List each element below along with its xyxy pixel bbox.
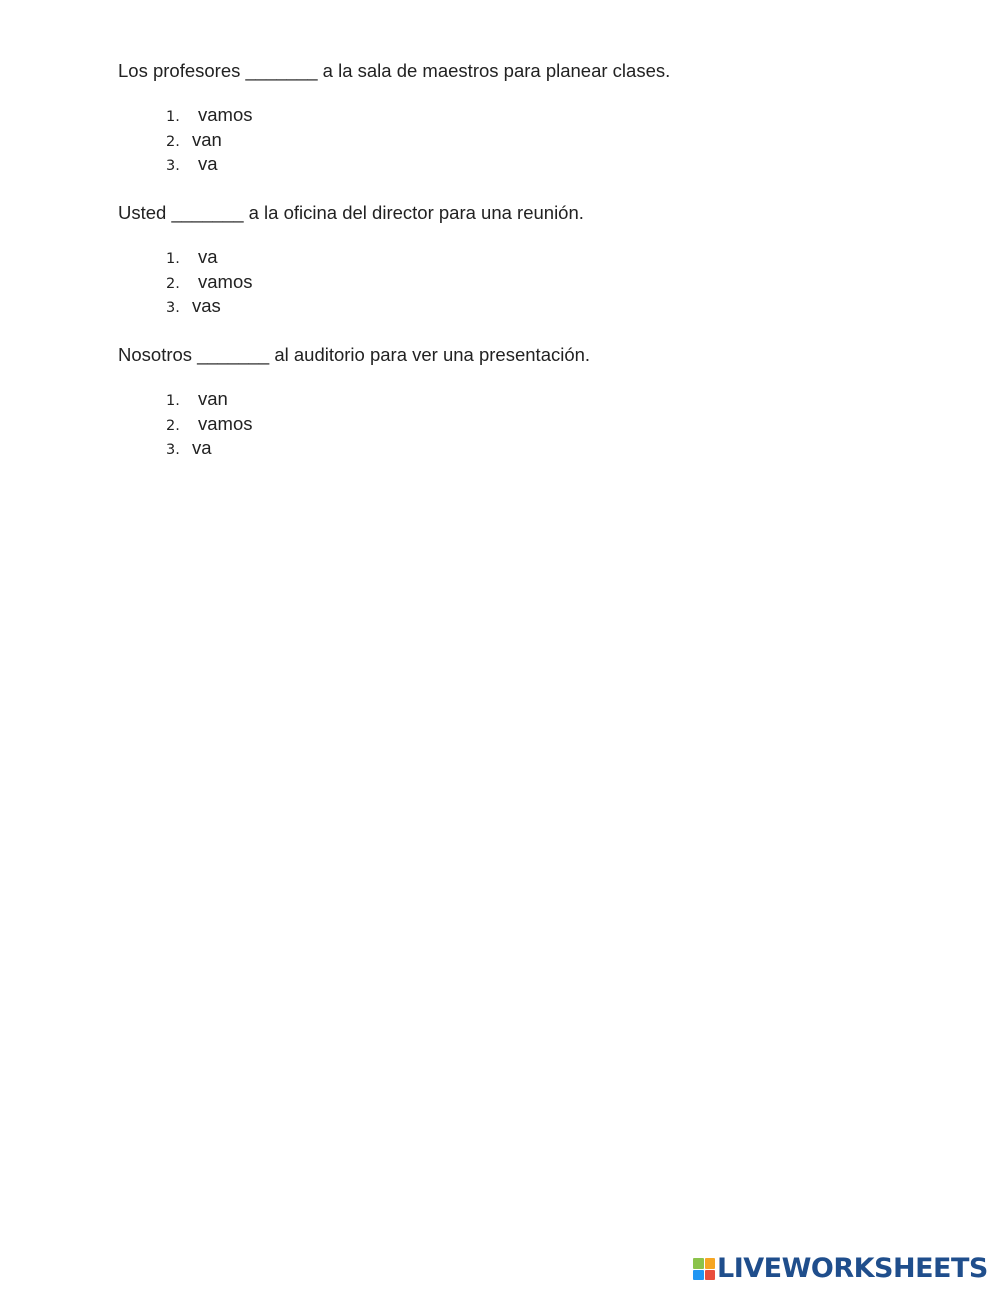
option-number: 3.	[166, 158, 180, 175]
option-number: 1.	[166, 251, 180, 267]
question-1-options	[166, 103, 253, 177]
question-2-text: Usted _______ a la oficina del director para una reunión.	[118, 202, 584, 223]
question-1-text: Los profesores _______ a la sala de maestros para planear clases.	[118, 60, 671, 81]
option-number: 1.	[166, 393, 180, 409]
option-number: 3.	[166, 442, 180, 459]
option-number: 3.	[166, 300, 180, 317]
logo-text: LIVEWORKSHEETS	[717, 1253, 988, 1284]
question-3-text: Nosotros _______ al auditorio para ver una presentación.	[118, 344, 591, 365]
question-3-option-2[interactable]	[166, 412, 253, 437]
option-label: va	[198, 246, 218, 267]
option-label: vamos	[198, 270, 253, 292]
logo-mark-green-icon	[693, 1258, 704, 1269]
question-3-option-3[interactable]	[166, 436, 253, 461]
option-label: vamos	[198, 412, 253, 434]
logo-mark-red-icon	[705, 1270, 716, 1281]
liveworksheets-logo	[693, 1255, 988, 1283]
option-label: vamos	[198, 104, 253, 125]
option-label: vas	[192, 295, 221, 317]
question-3-option-1[interactable]	[166, 387, 253, 412]
option-label: van	[192, 128, 222, 150]
question-1-option-1[interactable]	[166, 103, 253, 128]
question-2-option-3[interactable]	[166, 294, 253, 319]
logo-mark-blue-icon	[693, 1270, 704, 1281]
option-number: 2.	[166, 133, 180, 150]
option-number: 2.	[166, 417, 180, 434]
option-number: 1.	[166, 109, 180, 125]
question-1-option-2[interactable]	[166, 128, 253, 153]
option-number: 2.	[166, 275, 180, 292]
question-2-options	[166, 245, 253, 319]
question-2-option-1[interactable]	[166, 245, 253, 270]
question-2-option-2[interactable]	[166, 270, 253, 295]
logo-mark-orange-icon	[705, 1258, 716, 1269]
option-label: va	[192, 437, 212, 459]
option-label: van	[198, 388, 228, 409]
question-1-option-3[interactable]	[166, 152, 253, 177]
option-label: va	[198, 153, 218, 175]
question-3-options	[166, 387, 253, 461]
logo-mark-icon	[693, 1258, 715, 1280]
